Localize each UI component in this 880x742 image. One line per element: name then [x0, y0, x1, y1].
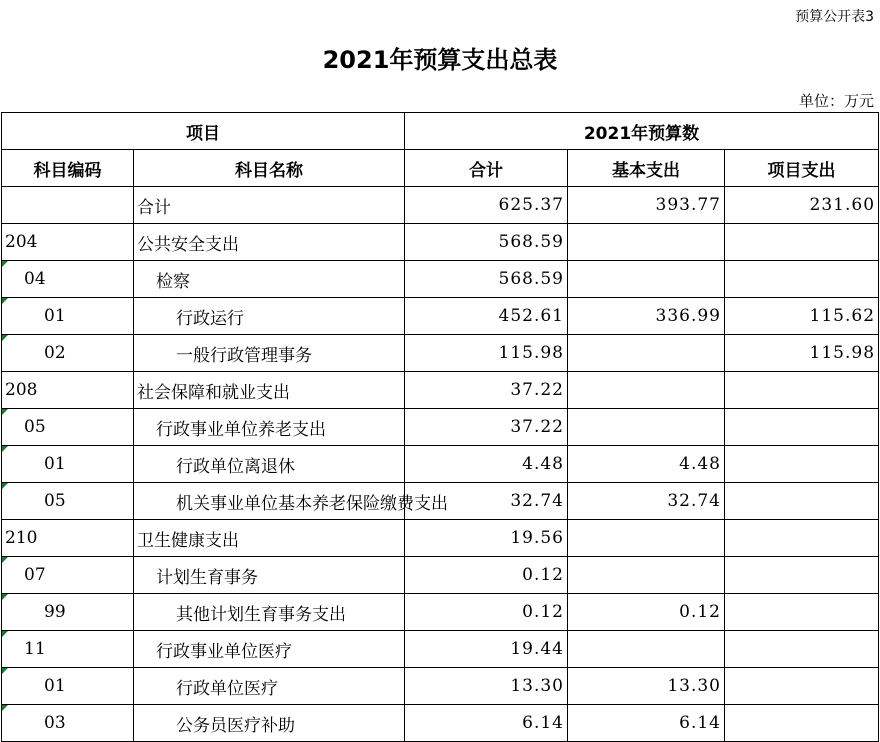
cell-name: 社会保障和就业支出 [134, 372, 405, 409]
cell-basic [568, 261, 725, 298]
cell-code: 11 [2, 631, 134, 668]
unit-label: 单位：万元 [798, 92, 874, 110]
cell-name: 行政事业单位医疗 [134, 631, 405, 668]
table-row[interactable] [2, 298, 879, 335]
table-row[interactable] [2, 705, 879, 742]
cell-code: 04 [2, 261, 134, 298]
cell-code: 208 [2, 372, 134, 409]
cell-project [725, 446, 879, 483]
cell-basic: 4.48 [568, 446, 725, 483]
cell-basic: 13.30 [568, 668, 725, 705]
cell-basic: 32.74 [568, 483, 725, 520]
header-name: 科目名称 [134, 150, 405, 187]
table-row[interactable] [2, 631, 879, 668]
cell-basic: 336.99 [568, 298, 725, 335]
header-group-budget: 2021年预算数 [405, 113, 879, 150]
cell-code: 07 [2, 557, 134, 594]
cell-total: 0.12 [405, 557, 568, 594]
cell-project [725, 520, 879, 557]
cell-name: 公共安全支出 [134, 224, 405, 261]
cell-name: 行政单位医疗 [134, 668, 405, 705]
cell-basic [568, 372, 725, 409]
cell-code: 02 [2, 335, 134, 372]
cell-name: 行政单位离退休 [134, 446, 405, 483]
table-row[interactable] [2, 520, 879, 557]
cell-project [725, 594, 879, 631]
header-basic: 基本支出 [568, 150, 725, 187]
cell-total: 6.14 [405, 705, 568, 742]
table-body [2, 187, 879, 742]
table-row[interactable] [2, 557, 879, 594]
cell-total: 37.22 [405, 372, 568, 409]
cell-name: 公务员医疗补助 [134, 705, 405, 742]
table-row[interactable] [2, 335, 879, 372]
page-title: 2021年预算支出总表 [322, 46, 558, 74]
cell-project [725, 224, 879, 261]
cell-total: 452.61 [405, 298, 568, 335]
cell-total: 19.44 [405, 631, 568, 668]
cell-name: 机关事业单位基本养老保险缴费支出 [134, 483, 405, 520]
cell-project [725, 631, 879, 668]
cell-name: 卫生健康支出 [134, 520, 405, 557]
form-number: 预算公开表3 [795, 9, 874, 25]
cell-code: 05 [2, 483, 134, 520]
table-row[interactable] [2, 224, 879, 261]
cell-code: 210 [2, 520, 134, 557]
cell-code: 99 [2, 594, 134, 631]
header-project: 项目支出 [725, 150, 879, 187]
table-row[interactable] [2, 187, 879, 224]
cell-code: 01 [2, 298, 134, 335]
cell-total: 37.22 [405, 409, 568, 446]
table-row[interactable] [2, 409, 879, 446]
cell-code: 05 [2, 409, 134, 446]
cell-total: 13.30 [405, 668, 568, 705]
cell-project: 115.62 [725, 298, 879, 335]
cell-code: 01 [2, 668, 134, 705]
cell-basic [568, 557, 725, 594]
cell-code: 03 [2, 705, 134, 742]
cell-project [725, 409, 879, 446]
cell-total: 568.59 [405, 261, 568, 298]
cell-project [725, 483, 879, 520]
cell-basic [568, 631, 725, 668]
cell-total: 115.98 [405, 335, 568, 372]
cell-name: 合计 [134, 187, 405, 224]
header-row-columns [2, 150, 879, 187]
cell-name: 其他计划生育事务支出 [134, 594, 405, 631]
cell-basic [568, 409, 725, 446]
cell-code: 01 [2, 446, 134, 483]
header-row-group [2, 113, 879, 150]
header-total: 合计 [405, 150, 568, 187]
table-row[interactable] [2, 372, 879, 409]
header-group-item: 项目 [2, 113, 405, 150]
table-row[interactable] [2, 261, 879, 298]
table-row[interactable] [2, 668, 879, 705]
table-row[interactable] [2, 446, 879, 483]
table-row[interactable] [2, 483, 879, 520]
cell-basic: 393.77 [568, 187, 725, 224]
header-code: 科目编码 [2, 150, 134, 187]
cell-basic: 0.12 [568, 594, 725, 631]
cell-total: 4.48 [405, 446, 568, 483]
cell-code: 204 [2, 224, 134, 261]
cell-total: 32.74 [405, 483, 568, 520]
cell-basic [568, 335, 725, 372]
cell-total: 0.12 [405, 594, 568, 631]
cell-name: 计划生育事务 [134, 557, 405, 594]
cell-name: 行政运行 [134, 298, 405, 335]
cell-project: 231.60 [725, 187, 879, 224]
cell-project [725, 705, 879, 742]
cell-name: 检察 [134, 261, 405, 298]
cell-total: 625.37 [405, 187, 568, 224]
cell-project [725, 372, 879, 409]
cell-name: 行政事业单位养老支出 [134, 409, 405, 446]
cell-basic [568, 224, 725, 261]
cell-basic [568, 520, 725, 557]
cell-total: 568.59 [405, 224, 568, 261]
table-row[interactable] [2, 594, 879, 631]
cell-project [725, 261, 879, 298]
cell-total: 19.56 [405, 520, 568, 557]
cell-project [725, 557, 879, 594]
cell-name: 一般行政管理事务 [134, 335, 405, 372]
cell-code [2, 187, 134, 224]
cell-project: 115.98 [725, 335, 879, 372]
budget-table [1, 112, 879, 742]
cell-project [725, 668, 879, 705]
cell-basic: 6.14 [568, 705, 725, 742]
